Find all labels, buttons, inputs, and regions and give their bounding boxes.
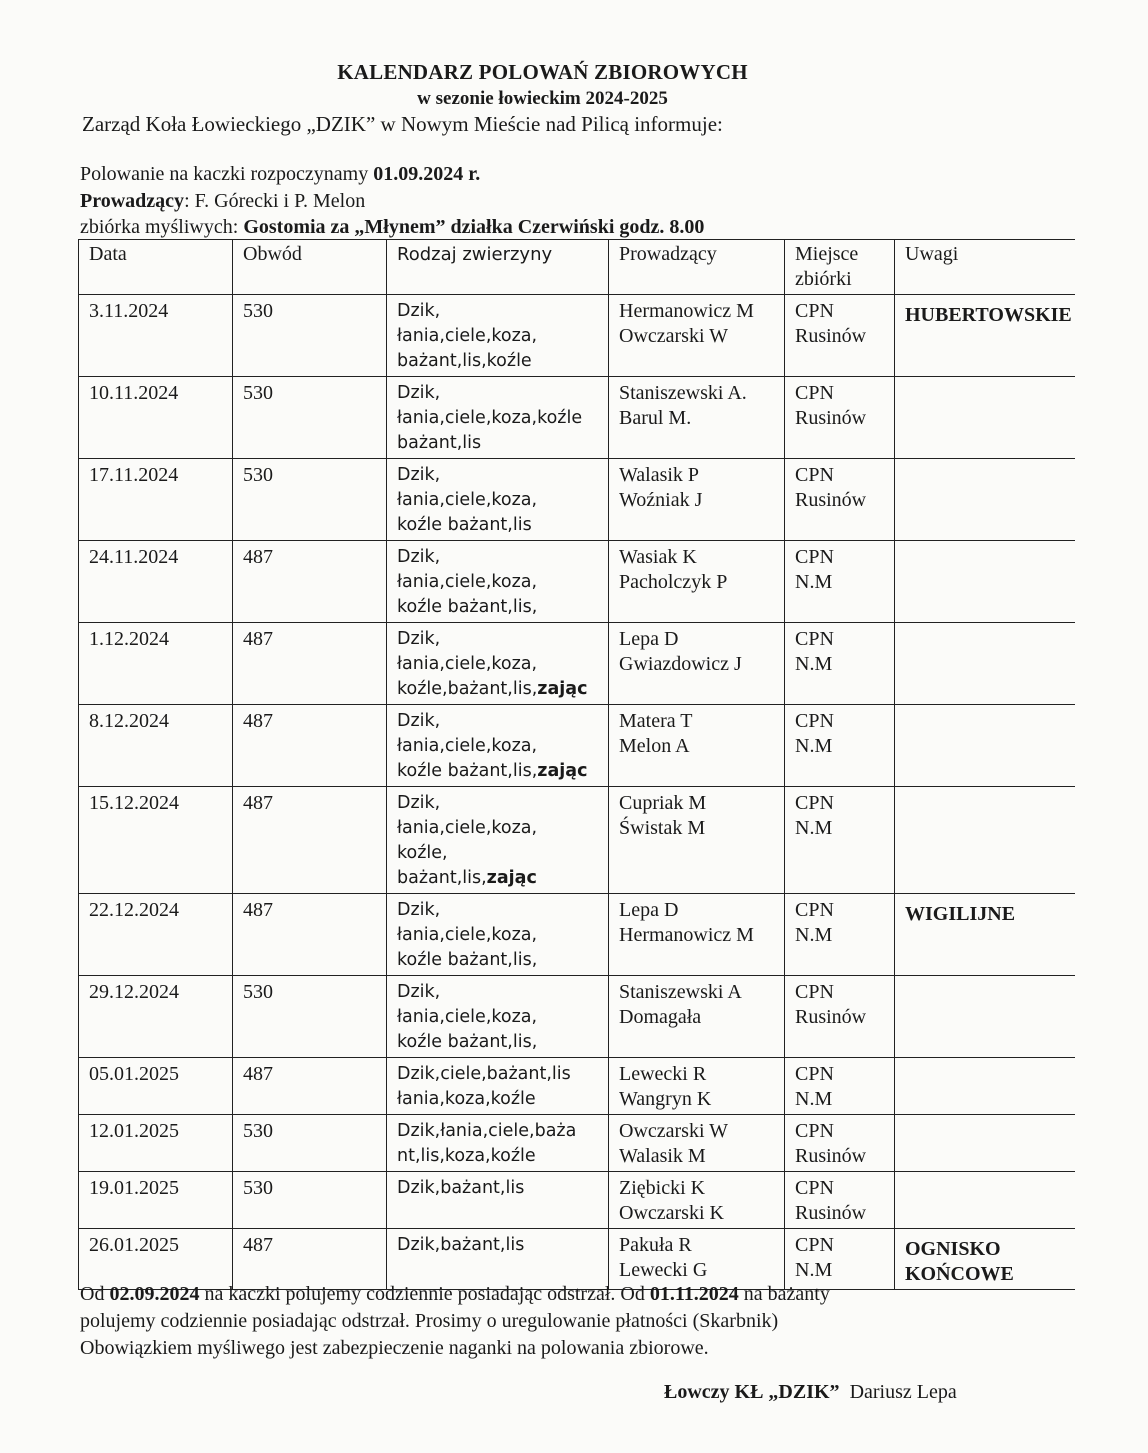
cell-area: 487 (233, 1229, 387, 1290)
table-row (79, 541, 1075, 623)
cell-notes: WIGILIJNE (895, 894, 1075, 976)
cell-place: CPN Rusinów (785, 1115, 895, 1172)
cell-area: 530 (233, 1172, 387, 1229)
cell-area: 487 (233, 1058, 387, 1115)
cell-notes (895, 1115, 1075, 1172)
cell-species: Dzik, łania,ciele,koza, koźle bażant,lis, (387, 541, 609, 623)
cell-leaders: Cupriak M Świstak M (609, 787, 785, 894)
cell-species: Dzik,łania,ciele,baża nt,lis,koza,koźle (387, 1115, 609, 1172)
cell-area: 530 (233, 377, 387, 459)
cell-notes (895, 459, 1075, 541)
cell-date: 1.12.2024 (79, 623, 233, 705)
table-row (79, 705, 1075, 787)
cell-species: Dzik,ciele,bażant,lis łania,koza,koźle (387, 1058, 609, 1115)
cell-date: 10.11.2024 (79, 377, 233, 459)
cell-date: 12.01.2025 (79, 1115, 233, 1172)
cell-leaders: Walasik P Woźniak J (609, 459, 785, 541)
header-area: Obwód (233, 240, 387, 295)
table-row (79, 623, 1075, 705)
cell-area: 487 (233, 787, 387, 894)
header-notes: Uwagi (895, 240, 1075, 295)
ducks-start-date: 01.09.2024 r. (373, 163, 481, 185)
meeting-line: zbiórka myśliwych: Gostomia za „Młynem” działka Czerwiński godz. 8.00 (80, 216, 705, 238)
table-row (79, 295, 1075, 377)
cell-notes: HUBERTOWSKIE (895, 295, 1075, 377)
cell-place: CPN Rusinów (785, 459, 895, 541)
cell-area: 487 (233, 894, 387, 976)
cell-species: Dzik, łania,ciele,koza, koźle bażant,lis, (387, 894, 609, 976)
cell-species: Dzik, łania,ciele,koza, koźle bażant,lis,zając (387, 705, 609, 787)
table-row (79, 1058, 1075, 1115)
cell-date: 05.01.2025 (79, 1058, 233, 1115)
cell-place: CPN N.M (785, 894, 895, 976)
cell-date: 22.12.2024 (79, 894, 233, 976)
cell-place: CPN N.M (785, 1058, 895, 1115)
leaders-line: Prowadzący: F. Górecki i P. Melon (80, 190, 366, 212)
cell-date: 15.12.2024 (79, 787, 233, 894)
cell-date: 8.12.2024 (79, 705, 233, 787)
cell-area: 530 (233, 976, 387, 1058)
cell-species: Dzik,bażant,lis (387, 1172, 609, 1229)
signature-line: Łowczy KŁ „DZIK” Dariusz Lepa (664, 1381, 957, 1403)
cell-notes (895, 1058, 1075, 1115)
cell-species: Dzik, łania,ciele,koza,koźle bażant,lis (387, 377, 609, 459)
cell-date: 19.01.2025 (79, 1172, 233, 1229)
cell-area: 530 (233, 295, 387, 377)
cell-date: 29.12.2024 (79, 976, 233, 1058)
cell-place: CPN Rusinów (785, 295, 895, 377)
document-title: KALENDARZ POLOWAŃ ZBIOROWYCH (337, 60, 748, 84)
cell-place: CPN N.M (785, 623, 895, 705)
cell-leaders: Lewecki R Wangryn K (609, 1058, 785, 1115)
cell-leaders: Staniszewski A. Barul M. (609, 377, 785, 459)
header-place: Miejsce zbiórki (785, 240, 895, 295)
cell-place: CPN Rusinów (785, 1172, 895, 1229)
cell-area: 487 (233, 623, 387, 705)
cell-leaders: Lepa D Gwiazdowicz J (609, 623, 785, 705)
cell-area: 487 (233, 541, 387, 623)
ducks-start-line: Polowanie na kaczki rozpoczynamy 01.09.2024 r. (80, 163, 481, 185)
cell-leaders: Ziębicki K Owczarski K (609, 1172, 785, 1229)
footer-line-1: Od 02.09.2024 na kaczki polujemy codziennie posiadając odstrzał. Od 01.11.2024 na bażanty (80, 1283, 830, 1305)
cell-place: CPN Rusinów (785, 377, 895, 459)
cell-species: Dzik, łania,ciele,koza, koźle bażant,lis (387, 459, 609, 541)
cell-leaders: Staniszewski A Domagała (609, 976, 785, 1058)
cell-leaders: Matera T Melon A (609, 705, 785, 787)
cell-area: 530 (233, 1115, 387, 1172)
cell-species: Dzik, łania,ciele,koza, koźle,bażant,lis,zając (387, 623, 609, 705)
cell-place: CPN N.M (785, 705, 895, 787)
cell-species: Dzik, łania,ciele,koza, koźle bażant,lis, (387, 976, 609, 1058)
table-row (79, 1229, 1075, 1290)
announcement-line: Zarząd Koła Łowieckiego „DZIK” w Nowym Mieście nad Pilicą informuje: (82, 112, 723, 136)
cell-area: 487 (233, 705, 387, 787)
cell-date: 24.11.2024 (79, 541, 233, 623)
cell-species: Dzik, łania,ciele,koza, bażant,lis,koźle (387, 295, 609, 377)
cell-place: CPN Rusinów (785, 976, 895, 1058)
cell-place: CPN N.M (785, 1229, 895, 1290)
document-subtitle: w sezonie łowieckim 2024-2025 (417, 88, 668, 109)
hunt-schedule-table (78, 239, 1075, 1290)
table-row (79, 1172, 1075, 1229)
footer-line-3: Obowiązkiem myśliwego jest zabezpieczenie naganki na polowania zbiorowe. (80, 1337, 709, 1359)
cell-leaders: Pakuła R Lewecki G (609, 1229, 785, 1290)
cell-place: CPN N.M (785, 787, 895, 894)
cell-notes (895, 787, 1075, 894)
cell-species: Dzik, łania,ciele,koza, koźle, bażant,lis,zając (387, 787, 609, 894)
cell-notes (895, 541, 1075, 623)
cell-date: 3.11.2024 (79, 295, 233, 377)
cell-date: 17.11.2024 (79, 459, 233, 541)
cell-leaders: Wasiak K Pacholczyk P (609, 541, 785, 623)
footer-line-2: polujemy codziennie posiadając odstrzał. Prosimy o uregulowanie płatności (Skarbnik) (80, 1310, 779, 1332)
header-species: Rodzaj zwierzyny (387, 240, 609, 295)
cell-leaders: Hermanowicz M Owczarski W (609, 295, 785, 377)
cell-notes (895, 705, 1075, 787)
table-row (79, 787, 1075, 894)
header-leaders: Prowadzący (609, 240, 785, 295)
table-row (79, 459, 1075, 541)
cell-notes (895, 377, 1075, 459)
header-date: Data (79, 240, 233, 295)
cell-notes: OGNISKO KOŃCOWE (895, 1229, 1075, 1290)
table-row (79, 377, 1075, 459)
cell-date: 26.01.2025 (79, 1229, 233, 1290)
cell-notes (895, 1172, 1075, 1229)
cell-place: CPN N.M (785, 541, 895, 623)
table-row (79, 894, 1075, 976)
cell-leaders: Owczarski W Walasik M (609, 1115, 785, 1172)
cell-leaders: Lepa D Hermanowicz M (609, 894, 785, 976)
cell-species: Dzik,bażant,lis (387, 1229, 609, 1290)
table-row (79, 976, 1075, 1058)
cell-notes (895, 623, 1075, 705)
table-row (79, 1115, 1075, 1172)
cell-area: 530 (233, 459, 387, 541)
cell-notes (895, 976, 1075, 1058)
table-header-row (79, 240, 1075, 295)
